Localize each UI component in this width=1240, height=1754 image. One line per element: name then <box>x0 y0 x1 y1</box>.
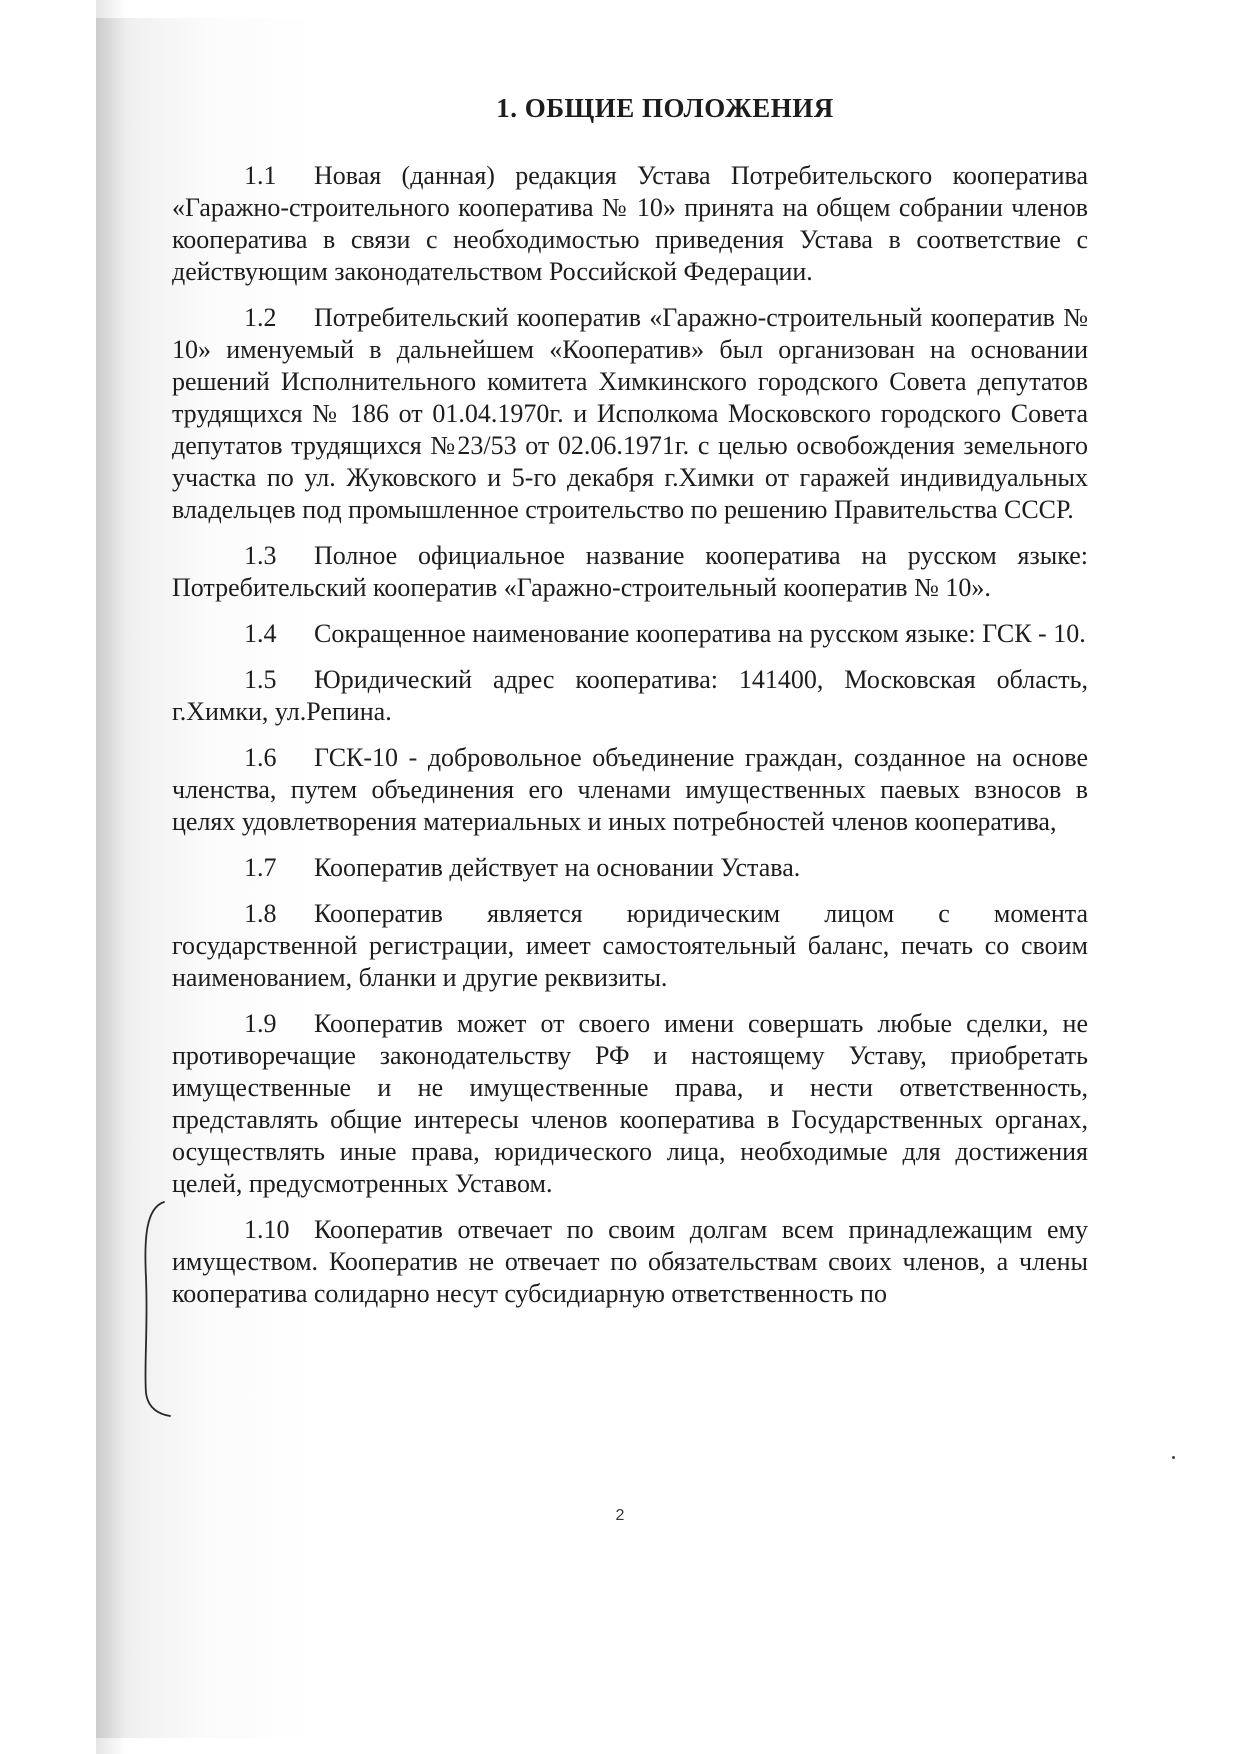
clause-text: Потребительский кооператив «Гаражно-строительный кооператив № 10» именуемый в дальнейшем «Кооператив» был организован на основании решений Исполнительного комитета Химкинского городского Совета депутатов трудящихся № 186 от 01.04.1970г. и Исполкома Московского городского Совета депутатов трудящихся №23/53 от 02.06.1971г. с целью освобождения земельного участка по ул. Жуковского и 5-го декабря г.Химки от гаражей индивидуальных владельцев под промышленное строительство по решению Правительства СССР. <box>172 303 1088 524</box>
binding-shadow <box>96 0 126 1754</box>
clause-1-4 <box>172 618 1088 650</box>
clause-number: 1.9 <box>244 1009 277 1038</box>
clause-number: 1.8 <box>244 899 277 928</box>
page-number: 2 <box>615 1507 625 1524</box>
clause-1-2 <box>172 302 1088 526</box>
clause-text: ГСК-10 - добровольное объединение граждан, созданное на основе членства, путем объединения его членами имущественных паевых взносов в целях удовлетворения материальных и иных потребностей членов кооператива, <box>172 743 1088 836</box>
clause-number: 1.10 <box>244 1215 290 1244</box>
clause-number: 1.5 <box>244 665 277 694</box>
clause-text: Кооператив может от своего имени совершать любые сделки, не противоречащие законодательству РФ и настоящему Уставу, приобретать имущественные и не имущественные права, и нести ответственность, представлять общие интересы членов кооператива в Государственных органах, осуществлять иные права, юридического лица, необходимые для достижения целей, предусмотренных Уставом. <box>172 1009 1088 1198</box>
clause-text: Сокращенное наименование кооператива на русском языке: ГСК - 10. <box>314 619 1086 648</box>
document-body <box>172 92 1088 1324</box>
clause-1-9 <box>172 1008 1088 1200</box>
clause-text: Кооператив действует на основании Устава. <box>314 853 801 882</box>
clause-1-8 <box>172 898 1088 994</box>
clause-number: 1.7 <box>244 853 277 882</box>
clause-1-10 <box>172 1214 1088 1310</box>
clause-1-1 <box>172 160 1088 288</box>
clause-number: 1.2 <box>244 303 277 332</box>
clause-number: 1.1 <box>244 161 277 190</box>
clause-1-6 <box>172 742 1088 838</box>
scan-speck <box>1172 1456 1175 1459</box>
clause-number: 1.4 <box>244 619 277 648</box>
clause-1-5 <box>172 664 1088 728</box>
clause-1-3 <box>172 540 1088 604</box>
clause-number: 1.3 <box>244 541 277 570</box>
clause-1-7 <box>172 852 1088 884</box>
handwritten-margin-bracket <box>140 1198 174 1418</box>
clause-number: 1.6 <box>244 743 277 772</box>
section-heading: 1. ОБЩИЕ ПОЛОЖЕНИЯ <box>496 93 834 123</box>
clause-text: Полное официальное название кооператива на русском языке: Потребительский кооператив «Гаражно-строительный кооператив № 10». <box>172 541 1088 602</box>
clause-text: Кооператив является юридическим лицом с момента государственной регистрации, имеет самостоятельный баланс, печать со своим наименованием, бланки и другие реквизиты. <box>172 899 1088 992</box>
clause-text: Кооператив отвечает по своим долгам всем принадлежащим ему имуществом. Кооператив не отвечает по обязательствам своих членов, а члены кооператива солидарно несут субсидиарную ответственность по <box>172 1215 1088 1308</box>
clause-text: Новая (данная) редакция Устава Потребительского кооператива «Гаражно-строительного кооператива № 10» принята на общем собрании членов кооператива в связи с необходимостью приведения Устава в соответствие с действующим законодательством Российской Федерации. <box>172 161 1088 286</box>
clause-text: Юридический адрес кооператива: 141400, Московская область, г.Химки, ул.Репина. <box>172 665 1088 726</box>
